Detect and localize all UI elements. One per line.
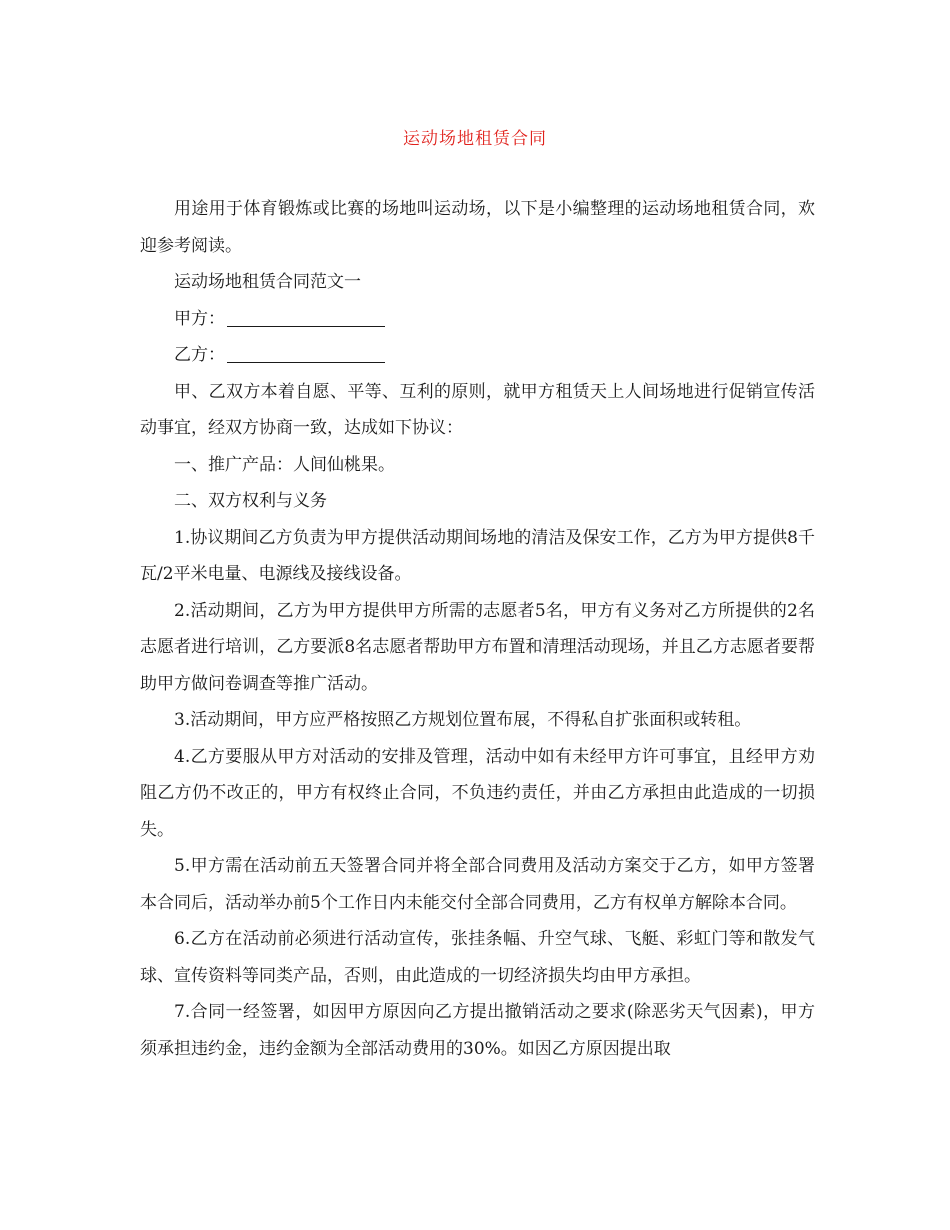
clause-6: 6.乙方在活动前必须进行活动宣传，张挂条幅、升空气球、飞艇、彩虹门等和散发气球、宣传资料等同类产品，否则，由此造成的一切经济损失均由甲方承担。 <box>140 929 815 986</box>
document-body <box>140 191 815 1067</box>
document-title: 运动场地租赁合同 <box>403 129 547 149</box>
clause-7: 7.合同一经签署，如因甲方原因向乙方提出撤销活动之要求(除恶劣天气因素)，甲方须承担违约金，违约金额为全部活动费用的30%。如因乙方原因提出取 <box>140 1002 815 1059</box>
party-b-blank <box>227 342 385 363</box>
party-a-blank <box>227 306 385 327</box>
clause-3: 3.活动期间，甲方应严格按照乙方规划位置布展，不得私自扩张面积或转租。 <box>174 710 752 730</box>
clause-1: 1.协议期间乙方负责为甲方提供活动期间场地的清洁及保安工作，乙方为甲方提供8千瓦/2平米电量、电源线及接线设备。 <box>140 527 815 584</box>
paragraph-section-1: 一、推广产品：人间仙桃果。 <box>174 454 395 475</box>
party-a-line <box>140 301 815 338</box>
paragraph-agreement: 甲、乙双方本着自愿、平等、互利的原则，就甲方租赁天上人间场地进行促销宣传活动事宜，经双方协商一致，达成如下协议： <box>140 381 815 438</box>
clause-4: 4.乙方要服从甲方对活动的安排及管理，活动中如有未经甲方许可事宜，且经甲方劝阻乙方仍不改正的，甲方有权终止合同，不负违约责任，并由乙方承担由此造成的一切损失。 <box>140 746 815 840</box>
paragraph-section-2: 二、双方权利与义务 <box>174 491 327 511</box>
clause-2: 2.活动期间，乙方为甲方提供甲方所需的志愿者5名，甲方有义务对乙方所提供的2名志愿者进行培训，乙方要派8名志愿者帮助甲方布置和清理活动现场，并且乙方志愿者要帮助甲方做问卷调查等推广活动。 <box>140 600 815 694</box>
paragraph-sample-heading: 运动场地租赁合同范文一 <box>174 272 361 292</box>
party-a-label: 甲方： <box>174 308 225 329</box>
paragraph-intro: 用途用于体育锻炼或比赛的场地叫运动场，以下是小编整理的运动场地租赁合同，欢迎参考阅读。 <box>140 199 815 256</box>
party-b-label: 乙方： <box>174 345 225 365</box>
clause-5: 5.甲方需在活动前五天签署合同并将全部合同费用及活动方案交于乙方，如甲方签署本合同后，活动举办前5个工作日内未能交付全部合同费用，乙方有权单方解除本合同。 <box>140 856 815 913</box>
party-b-line <box>140 337 815 374</box>
